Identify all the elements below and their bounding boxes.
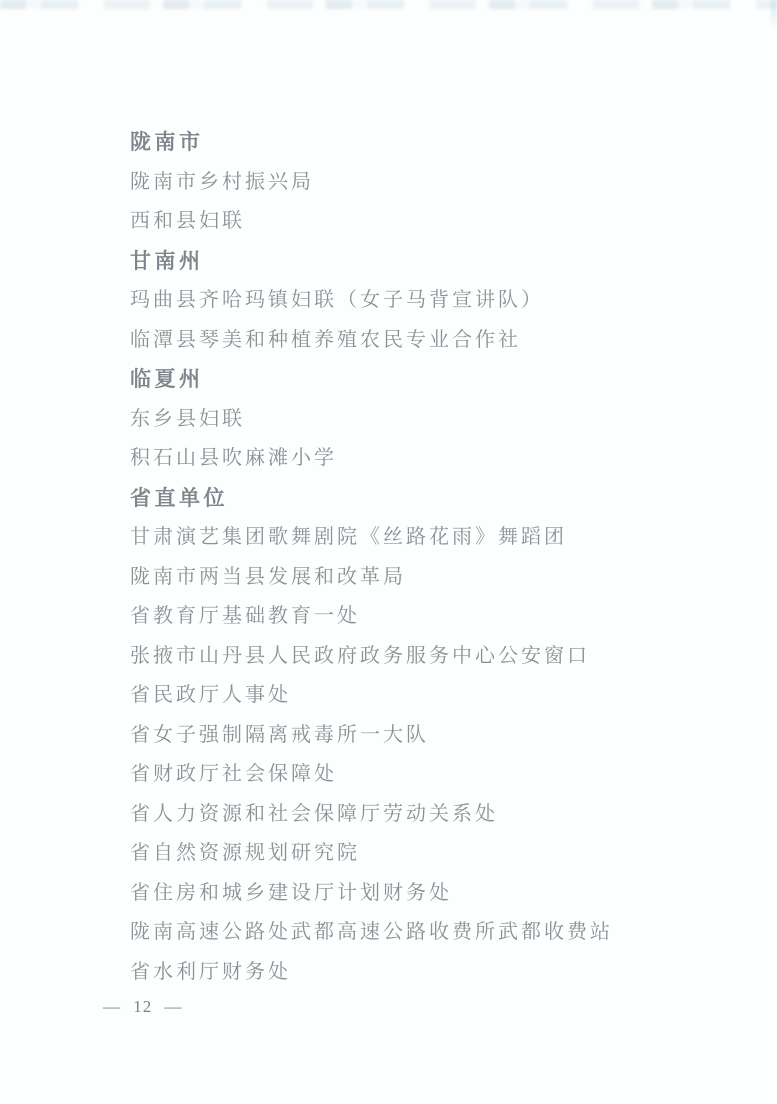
document-line: 张掖市山丹县人民政府政务服务中心公安窗口	[130, 644, 590, 667]
document-line: 东乡县妇联	[130, 407, 245, 430]
document-line: 甘肃演艺集团歌舞剧院《丝路花雨》舞蹈团	[130, 526, 567, 548]
section-header: 陇南市	[130, 131, 204, 154]
section-header: 甘南州	[130, 249, 204, 273]
section-header: 临夏州	[130, 368, 204, 391]
document-line: 省自然资源规划研究院	[130, 842, 360, 864]
document-line: 玛曲县齐哈玛镇妇联（女子马背宣讲队）	[130, 289, 544, 311]
document-line: 陇南市两当县发展和改革局	[130, 565, 406, 588]
document-line: 临潭县琴美和种植养殖农民专业合作社	[130, 328, 521, 351]
document-lines	[130, 123, 613, 992]
document-line: 西和县妇联	[130, 210, 245, 232]
document-line: 省民政厅人事处	[130, 684, 291, 706]
document-line: 省财政厅社会保障处	[130, 763, 337, 785]
document-line: 省住房和城乡建设厅计划财务处	[130, 881, 452, 904]
scan-artifact-top-right	[771, 0, 777, 30]
document-line: 省女子强制隔离戒毒所一大队	[130, 723, 429, 746]
document-line: 省水利厅财务处	[130, 960, 291, 983]
document-line: 省人力资源和社会保障厅劳动关系处	[130, 802, 498, 825]
section-header: 省直单位	[130, 486, 228, 510]
scan-artifact-top	[0, 0, 777, 9]
page-number: — 12 —	[103, 997, 183, 1016]
document-line: 积石山县吹麻滩小学	[130, 447, 337, 469]
document-line: 省教育厅基础教育一处	[130, 605, 360, 627]
document-line: 陇南高速公路处武都高速公路收费所武都收费站	[130, 921, 613, 943]
document-line: 陇南市乡村振兴局	[130, 170, 314, 193]
